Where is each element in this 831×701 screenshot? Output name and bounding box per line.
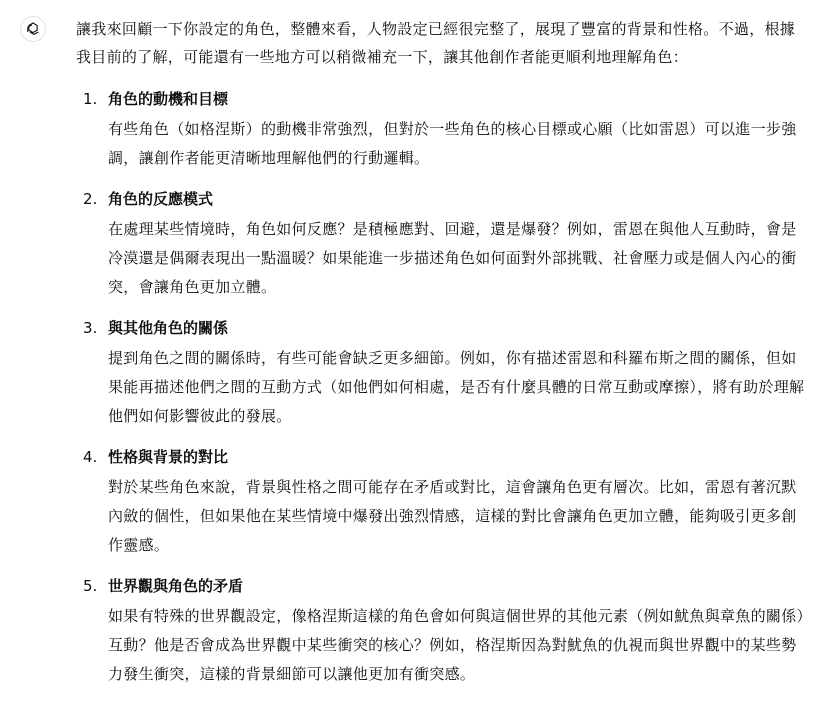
list-item xyxy=(76,185,806,302)
list-number: 1. xyxy=(83,90,98,108)
intro-paragraph: 讓我來回顧一下你設定的角色，整體來看，人物設定已經很完整了，展現了豐富的背景和性格。不過，根據我目前的了解，可能還有一些地方可以稍微補充一下，讓其他創作者能更順利地理解角色： xyxy=(76,20,796,66)
list-item xyxy=(76,443,806,560)
list-number: 3. xyxy=(83,319,98,337)
message-content xyxy=(76,15,806,701)
list-item-body: 在處理某些情境時，角色如何反應？是積極應對、回避，還是爆發？例如，雷恩在與他人互動時，會是冷漠還是偶爾表現出一點溫暖？如果能進一步描述角色如何面對外部挑戰、社會壓力或是個人內心的衝突，會讓角色更加立體。 xyxy=(108,220,797,296)
list-item xyxy=(76,85,806,173)
list-item-title: 角色的動機和目標 xyxy=(108,90,229,108)
list-item-body: 如果有特殊的世界觀設定，像格涅斯這樣的角色會如何與這個世界的其他元素（例如魷魚與章魚的關係）互動？他是否會成為世界觀中某些衝突的核心？例如，格涅斯因為對魷魚的仇視而與世界觀中的某些勢力發生衝突，這樣的背景細節可以讓他更加有衝突感。 xyxy=(108,607,805,683)
list-item-title: 與其他角色的關係 xyxy=(108,319,229,337)
list-item xyxy=(76,314,806,431)
list-item-title: 角色的反應模式 xyxy=(108,190,214,208)
list-number: 2. xyxy=(83,190,98,208)
list-number: 4. xyxy=(83,448,98,466)
list-item-body: 對於某些角色來說，背景與性格之間可能存在矛盾或對比，這會讓角色更有層次。比如，雷恩有著沉默內斂的個性，但如果他在某些情境中爆發出強烈情感，這樣的對比會讓角色更加立體，能夠吸引更多創作靈感。 xyxy=(108,478,797,554)
list-item-title: 性格與背景的對比 xyxy=(108,448,229,466)
openai-logo-icon xyxy=(20,16,46,42)
list-item xyxy=(76,572,806,689)
list-item-body: 有些角色（如格涅斯）的動機非常強烈，但對於一些角色的核心目標或心願（比如雷恩）可以進一步強調，讓創作者能更清晰地理解他們的行動邏輯。 xyxy=(108,120,797,167)
list-item-body: 提到角色之間的關係時，有些可能會缺乏更多細節。例如，你有描述雷恩和科羅布斯之間的關係，但如果能再描述他們之間的互動方式（如他們如何相處，是否有什麼具體的日常互動或摩擦），將有助於理解他們如何影響彼此的發展。 xyxy=(108,349,805,425)
suggestion-list xyxy=(76,85,806,689)
list-item-title: 世界觀與角色的矛盾 xyxy=(108,577,244,595)
list-number: 5. xyxy=(83,577,98,595)
